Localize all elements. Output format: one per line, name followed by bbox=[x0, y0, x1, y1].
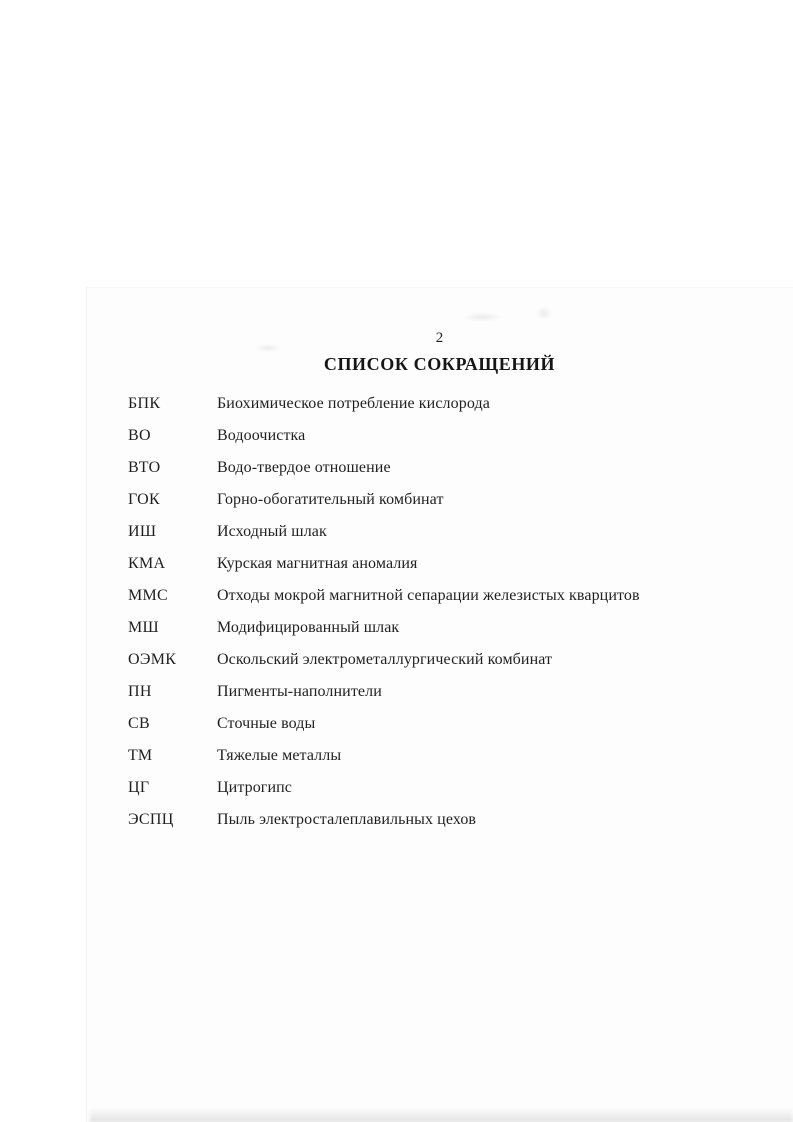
abbreviation-row bbox=[128, 516, 728, 548]
abbreviation-meaning: Водоочистка bbox=[217, 427, 306, 444]
abbreviation-row bbox=[128, 676, 728, 708]
abbreviation-row bbox=[128, 548, 728, 580]
abbreviation-meaning: Биохимическое потребление кислорода bbox=[217, 395, 490, 412]
abbreviation-term: ЦГ bbox=[128, 779, 150, 796]
abbreviation-term: ИШ bbox=[128, 523, 157, 540]
abbreviation-row bbox=[128, 740, 728, 772]
abbreviation-row bbox=[128, 420, 728, 452]
abbreviation-meaning: Тяжелые металлы bbox=[217, 747, 342, 764]
page-title: СПИСОК СОКРАЩЕНИЙ bbox=[323, 354, 556, 374]
abbreviation-term: ВТО bbox=[128, 459, 161, 476]
abbreviation-row bbox=[128, 452, 728, 484]
abbreviation-meaning: Отходы мокрой магнитной сепарации железистых кварцитов bbox=[217, 587, 640, 604]
page-number: 2 bbox=[435, 330, 444, 346]
abbreviation-row bbox=[128, 388, 728, 420]
abbreviation-term: ПН bbox=[128, 683, 152, 700]
abbreviation-list bbox=[128, 388, 728, 836]
abbreviation-row bbox=[128, 612, 728, 644]
abbreviation-term: ЭСПЦ bbox=[128, 811, 174, 828]
abbreviation-meaning: Пыль электросталеплавильных цехов bbox=[217, 811, 477, 828]
abbreviation-row bbox=[128, 580, 728, 612]
abbreviation-meaning: Курская магнитная аномалия bbox=[217, 555, 418, 572]
abbreviation-term: ОЭМК bbox=[128, 651, 177, 668]
abbreviation-row bbox=[128, 708, 728, 740]
abbreviation-term: ВО bbox=[128, 427, 151, 444]
abbreviation-term: ММС bbox=[128, 587, 169, 604]
abbreviation-meaning: Модифицированный шлак bbox=[217, 619, 400, 636]
abbreviation-meaning: Пигменты-наполнители bbox=[217, 683, 382, 700]
abbreviation-meaning: Оскольский электрометаллургический комбинат bbox=[217, 651, 553, 668]
abbreviation-row bbox=[128, 804, 728, 836]
abbreviation-term: МШ bbox=[128, 619, 159, 636]
abbreviation-meaning: Водо-твердое отношение bbox=[217, 459, 391, 476]
scan-artifact bbox=[462, 312, 502, 322]
abbreviation-term: СВ bbox=[128, 715, 150, 732]
scanner-edge-shadow bbox=[90, 1107, 793, 1122]
abbreviation-term: БПК bbox=[128, 395, 161, 412]
abbreviation-term: ТМ bbox=[128, 747, 153, 764]
abbreviation-term: КМА bbox=[128, 555, 166, 572]
scan-artifact bbox=[536, 306, 552, 320]
abbreviation-row bbox=[128, 644, 728, 676]
abbreviation-row bbox=[128, 772, 728, 804]
abbreviation-meaning: Горно-обогатительный комбинат bbox=[217, 491, 444, 508]
abbreviation-meaning: Сточные воды bbox=[217, 715, 316, 732]
abbreviation-meaning: Цитрогипс bbox=[217, 779, 292, 796]
abbreviation-term: ГОК bbox=[128, 491, 160, 508]
abbreviation-row bbox=[128, 484, 728, 516]
abbreviation-meaning: Исходный шлак bbox=[217, 523, 327, 540]
